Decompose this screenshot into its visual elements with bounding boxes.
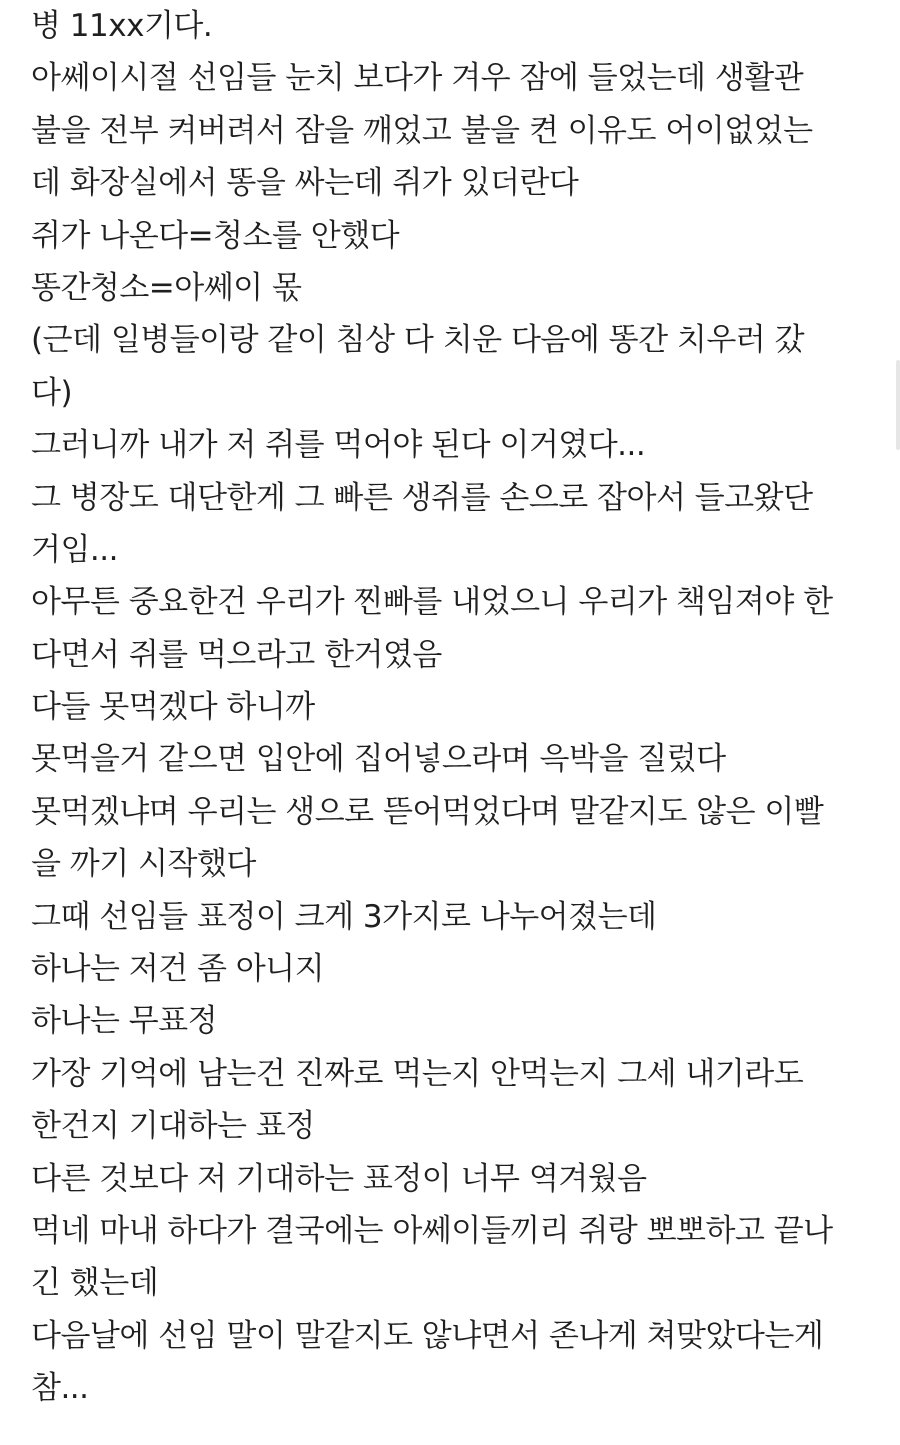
text-line: 병 11xx기다. xyxy=(31,8,213,44)
text-line: 아무튼 중요한건 우리가 찐빠를 내었으니 우리가 책임져야 한 xyxy=(31,584,833,621)
text-line: 다면서 쥐를 먹으라고 한거였음 xyxy=(31,636,442,673)
text-line: 똥간청소=아쎄이 몫 xyxy=(31,269,302,306)
text-line: 그러니까 내가 저 쥐를 먹어야 된다 이거였다... xyxy=(31,427,646,464)
text-line: 그때 선임들 표정이 크게 3가지로 나누어졌는데 xyxy=(31,898,657,935)
text-line: 다들 못먹겠다 하니까 xyxy=(31,689,315,726)
text-line: 데 화장실에서 똥을 싸는데 쥐가 있더란다 xyxy=(31,165,579,202)
text-line: 쥐가 나온다=청소를 안했다 xyxy=(31,217,400,254)
text-line: 거임... xyxy=(31,531,118,568)
text-line: 참... xyxy=(31,1370,89,1407)
text-line: 다른 것보다 저 기대하는 표정이 너무 역겨웠음 xyxy=(31,1160,647,1197)
text-line: 하나는 무표정 xyxy=(31,1003,218,1040)
text-line: 먹네 마내 하다가 결국에는 아쎄이들끼리 쥐랑 뽀뽀하고 끝나 xyxy=(31,1212,833,1249)
text-line: 하나는 저건 좀 아니지 xyxy=(31,951,325,988)
text-line: 아쎄이시절 선임들 눈치 보다가 겨우 잠에 들었는데 생활관 xyxy=(31,60,804,97)
post-body xyxy=(31,0,881,1415)
text-line: 을 까기 시작했다 xyxy=(31,846,256,883)
text-line: 가장 기억에 남는건 진짜로 먹는지 안먹는지 그세 내기라도 xyxy=(31,1055,804,1092)
text-line: (근데 일병들이랑 같이 침상 다 치운 다음에 똥간 치우러 갔 xyxy=(31,322,805,359)
text-line: 긴 했는데 xyxy=(31,1265,159,1302)
scrollbar[interactable] xyxy=(896,360,900,450)
text-line: 한건지 기대하는 표정 xyxy=(31,1108,315,1145)
text-line: 다) xyxy=(31,374,73,411)
text-line: 못먹겠냐며 우리는 생으로 뜯어먹었다며 말같지도 않은 이빨 xyxy=(31,793,824,830)
text-line: 못먹을거 같으면 입안에 집어넣으라며 윽박을 질렀다 xyxy=(31,741,726,778)
text-line: 그 병장도 대단한게 그 빠른 생쥐를 손으로 잡아서 들고왔단 xyxy=(31,479,813,516)
text-line: 다음날에 선임 말이 말같지도 않냐면서 존나게 쳐맞았다는게 xyxy=(31,1317,824,1354)
text-line: 불을 전부 켜버려서 잠을 깨었고 불을 켠 이유도 어이없었는 xyxy=(31,112,813,149)
